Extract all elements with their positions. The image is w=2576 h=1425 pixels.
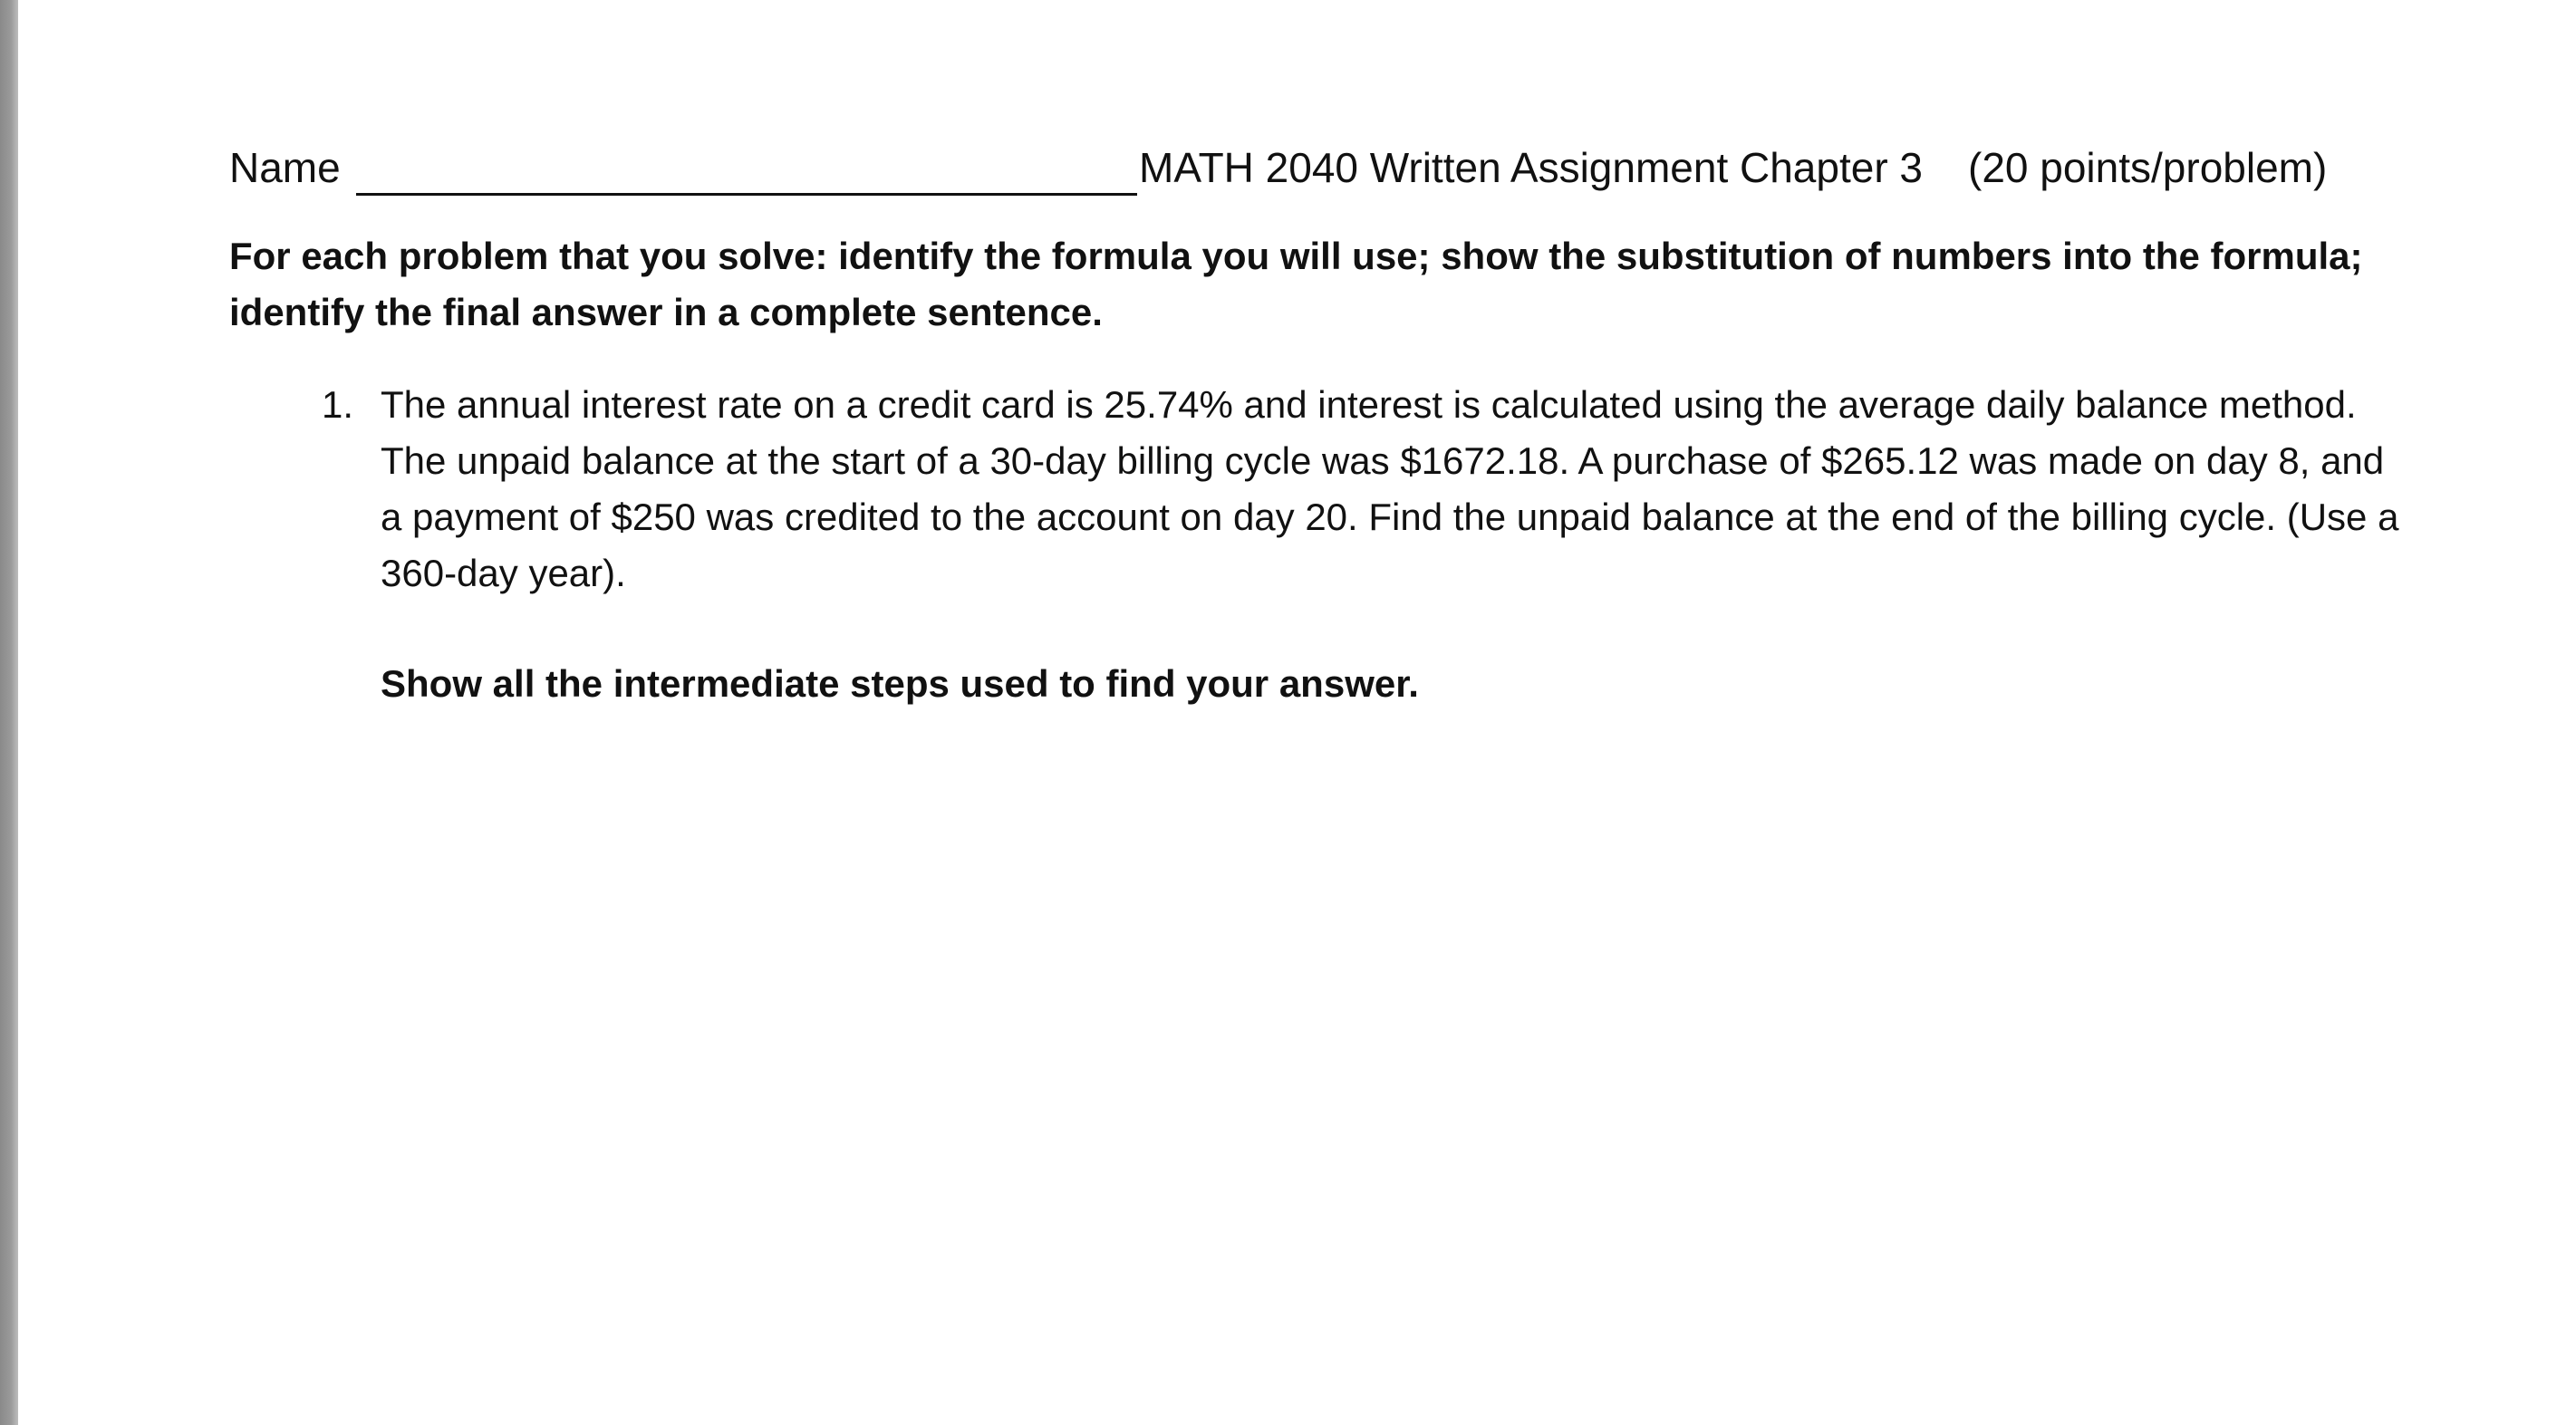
problem-number: 1. <box>322 383 354 426</box>
name-label: Name <box>229 144 341 191</box>
instructions: For each problem that you solve: identify the formula you will use; show the substitution of numbers into the formula; identify the final answer in a complete sentence. <box>229 235 2363 333</box>
problem-text: The annual interest rate on a credit card is 25.74% and interest is calculated using the average daily balance method. The unpaid balance at the start of a 30-day billing cycle was $1672.18. A purchase of $265.12 was made on day 8, and a payment of $250 was credited to the account on day 20. Find the unpaid balance at the end of the billing cycle. (Use a 360-day year). <box>381 383 2399 594</box>
document-page <box>18 0 2576 1425</box>
course-title: MATH 2040 Written Assignment Chapter 3 <box>1139 144 1924 191</box>
points-note: (20 points/problem) <box>1968 144 2328 191</box>
steps-note: Show all the intermediate steps used to find your answer. <box>381 662 1419 705</box>
name-blank-line <box>356 193 1137 196</box>
viewer-left-edge <box>0 0 18 1425</box>
header-row <box>229 136 2404 199</box>
